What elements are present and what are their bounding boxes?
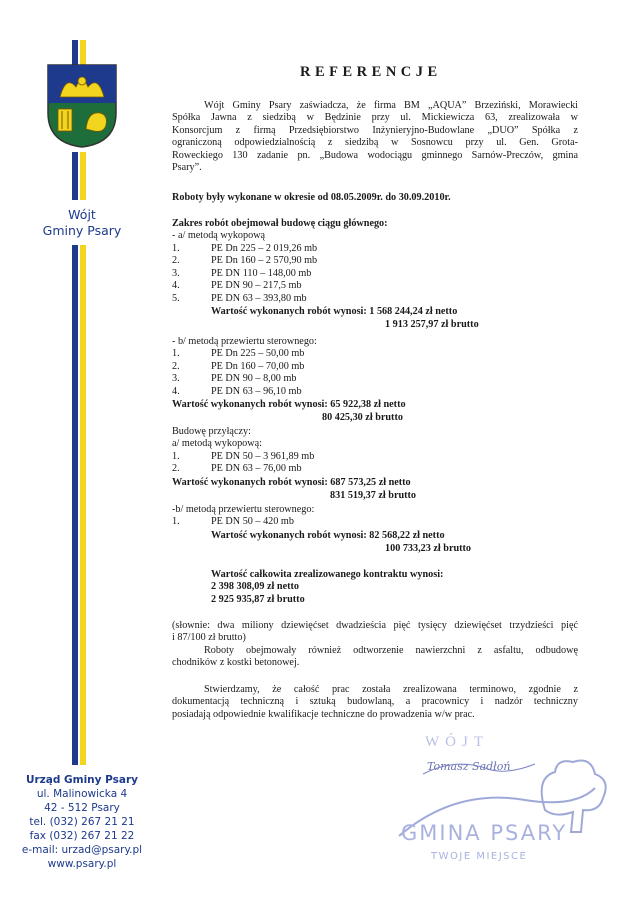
- final-line-3: posiadają odpowiednie kwalifikacje techniczne do prowadzenia w/w prac.: [172, 708, 475, 720]
- roads-line-1: Roboty obejmowały również odtworzenie nawierzchni z asfaltu, odbudowę: [204, 645, 578, 656]
- conn-b-item-num: 1.: [172, 516, 180, 527]
- a-item-num: 2.: [172, 255, 180, 266]
- a-item-text: PE DN 110 – 148,00 mb: [211, 268, 312, 279]
- stripe-blue-long: [72, 245, 78, 765]
- a-item-text: PE Dn 160 – 2 570,90 mb: [211, 255, 318, 266]
- b-item-num: 3.: [172, 373, 180, 384]
- total-heading: Wartość całkowita zrealizowanego kontraktu wynosi:: [211, 569, 444, 580]
- a-item-text: PE Dn 225 – 2 019,26 mb: [211, 243, 318, 254]
- conn-b-value-net: Wartość wykonanych robót wynosi: 82 568,22 zł netto: [211, 530, 445, 541]
- b-value-net: Wartość wykonanych robót wynosi: 65 922,38 zł netto: [172, 399, 406, 410]
- office-www[interactable]: www.psary.pl: [47, 858, 117, 870]
- a-item-text: PE DN 63 – 393,80 mb: [211, 293, 307, 304]
- sidebar-heading-line2: Gminy Psary: [42, 223, 122, 238]
- b-item-text: PE Dn 160 – 70,00 mb: [211, 361, 305, 372]
- intro-paragraph: [172, 100, 578, 174]
- conn-a-item-text: PE DN 63 – 76,00 mb: [211, 463, 302, 474]
- scope-heading: Zakres robót obejmował budowę ciągu głównego:: [172, 218, 388, 229]
- conn-a-value-net: Wartość wykonanych robót wynosi: 687 573,25 zł netto: [172, 477, 411, 488]
- office-address: [0, 773, 164, 871]
- b-heading: - b/ metodą przewiertu sterownego:: [172, 336, 317, 347]
- logo-tagline: TWOJE MIEJSCE: [431, 851, 528, 862]
- final-line-1: Stwierdzamy, że całość prac została zrealizowana terminowo, zgodnie z: [204, 684, 578, 695]
- coat-of-arms-icon: [46, 63, 118, 149]
- office-street: ul. Malinowicka 4: [36, 788, 128, 800]
- connections-heading: Budowę przyłączy:: [172, 426, 251, 437]
- a-value-gross: 1 913 257,97 zł brutto: [385, 319, 479, 330]
- total-gross: 2 925 935,87 zł brutto: [211, 594, 305, 605]
- conn-a-item-num: 1.: [172, 451, 180, 462]
- b-item-num: 4.: [172, 386, 180, 397]
- sidebar-heading-line1: Wójt: [68, 207, 96, 222]
- stripe-blue-mid: [72, 152, 78, 200]
- intro-line-4: ograniczoną odpowiedzialnością z siedzibą w Sosnowcu przy ul. Gen. Grota-: [172, 137, 578, 149]
- a-value-net: Wartość wykonanych robót wynosi: 1 568 244,24 zł netto: [211, 306, 458, 317]
- b-item-num: 2.: [172, 361, 180, 372]
- roads-line-2: chodników z kostki betonowej.: [172, 657, 300, 669]
- final-paragraph: [172, 684, 578, 721]
- office-email[interactable]: e-mail: urzad@psary.pl: [21, 844, 143, 856]
- b-item-text: PE DN 90 – 8,00 mb: [211, 373, 297, 384]
- office-name: Urząd Gminy Psary: [25, 774, 139, 786]
- b-item-text: PE Dn 225 – 50,00 mb: [211, 348, 305, 359]
- conn-a-item-num: 2.: [172, 463, 180, 474]
- logo-text: GMINA PSARY: [401, 821, 568, 845]
- amount-in-words: [172, 620, 578, 645]
- stamp-signature-text: Tomasz Sadłoń: [427, 760, 511, 773]
- roads-paragraph: [172, 645, 578, 670]
- connections-a-heading: a/ metodą wykopową:: [172, 438, 262, 449]
- total-net: 2 398 308,09 zł netto: [211, 581, 299, 592]
- intro-line-6: Psary”.: [172, 162, 202, 174]
- conn-a-item-text: PE DN 50 – 3 961,89 mb: [211, 451, 315, 462]
- stripe-yellow-mid: [80, 152, 86, 200]
- signature-stamp: [395, 728, 625, 878]
- intro-line-2: Spółka Jawna z siedzibą w Będzinie przy ul. Mickiewicza 63, zrealizowała w: [172, 112, 578, 124]
- words-line-1: (słownie: dwa miliony dziewięćset dwadzieścia pięć tysięcy dziewięćset trzydzieści pięć: [172, 620, 578, 631]
- office-fax: fax (032) 267 21 22: [29, 830, 135, 842]
- words-line-2: i 87/100 zł brutto): [172, 632, 246, 644]
- connections-b-heading: -b/ metodą przewiertu sterownego:: [172, 504, 315, 515]
- sidebar-heading: [40, 207, 124, 239]
- office-tel: tel. (032) 267 21 21: [29, 816, 135, 828]
- b-item-num: 1.: [172, 348, 180, 359]
- intro-line-5: Roweckiego 130 zadanie pn. „Budowa wodociągu gminnego Sarnów-Preczów, gmina: [172, 149, 578, 161]
- a-item-num: 4.: [172, 280, 180, 291]
- stamp-wojt-text: WÓJT: [425, 734, 489, 750]
- b-item-text: PE DN 63 – 96,10 mb: [211, 386, 302, 397]
- a-heading: - a/ metodą wykopową: [172, 230, 266, 241]
- a-item-num: 3.: [172, 268, 180, 279]
- conn-a-value-gross: 831 519,37 zł brutto: [330, 490, 417, 501]
- document-title: REFERENCJE: [300, 64, 442, 80]
- a-item-num: 5.: [172, 293, 180, 304]
- a-item-text: PE DN 90 – 217,5 mb: [211, 280, 302, 291]
- stripe-yellow-long: [80, 245, 86, 765]
- office-postal: 42 - 512 Psary: [44, 802, 120, 814]
- b-value-gross: 80 425,30 zł brutto: [322, 412, 403, 423]
- conn-b-value-gross: 100 733,23 zł brutto: [385, 543, 472, 554]
- a-item-num: 1.: [172, 243, 180, 254]
- final-line-2: dokumentacją techniczną i sztuką budowlaną, a pracownicy i nadzór techniczny: [172, 696, 578, 708]
- intro-line-1: Wójt Gminy Psary zaświadcza, że firma BM „AQUA” Brzeziński, Morawiecki: [204, 100, 578, 111]
- conn-b-item-text: PE DN 50 – 420 mb: [211, 516, 294, 527]
- intro-line-3: Konsorcjum z firmą Przedsiębiorstwo Inżynieryjno-Budowlane „DUO” Spółka z: [172, 124, 578, 136]
- period-line: Roboty były wykonane w okresie od 08.05.2009r. do 30.09.2010r.: [172, 192, 451, 203]
